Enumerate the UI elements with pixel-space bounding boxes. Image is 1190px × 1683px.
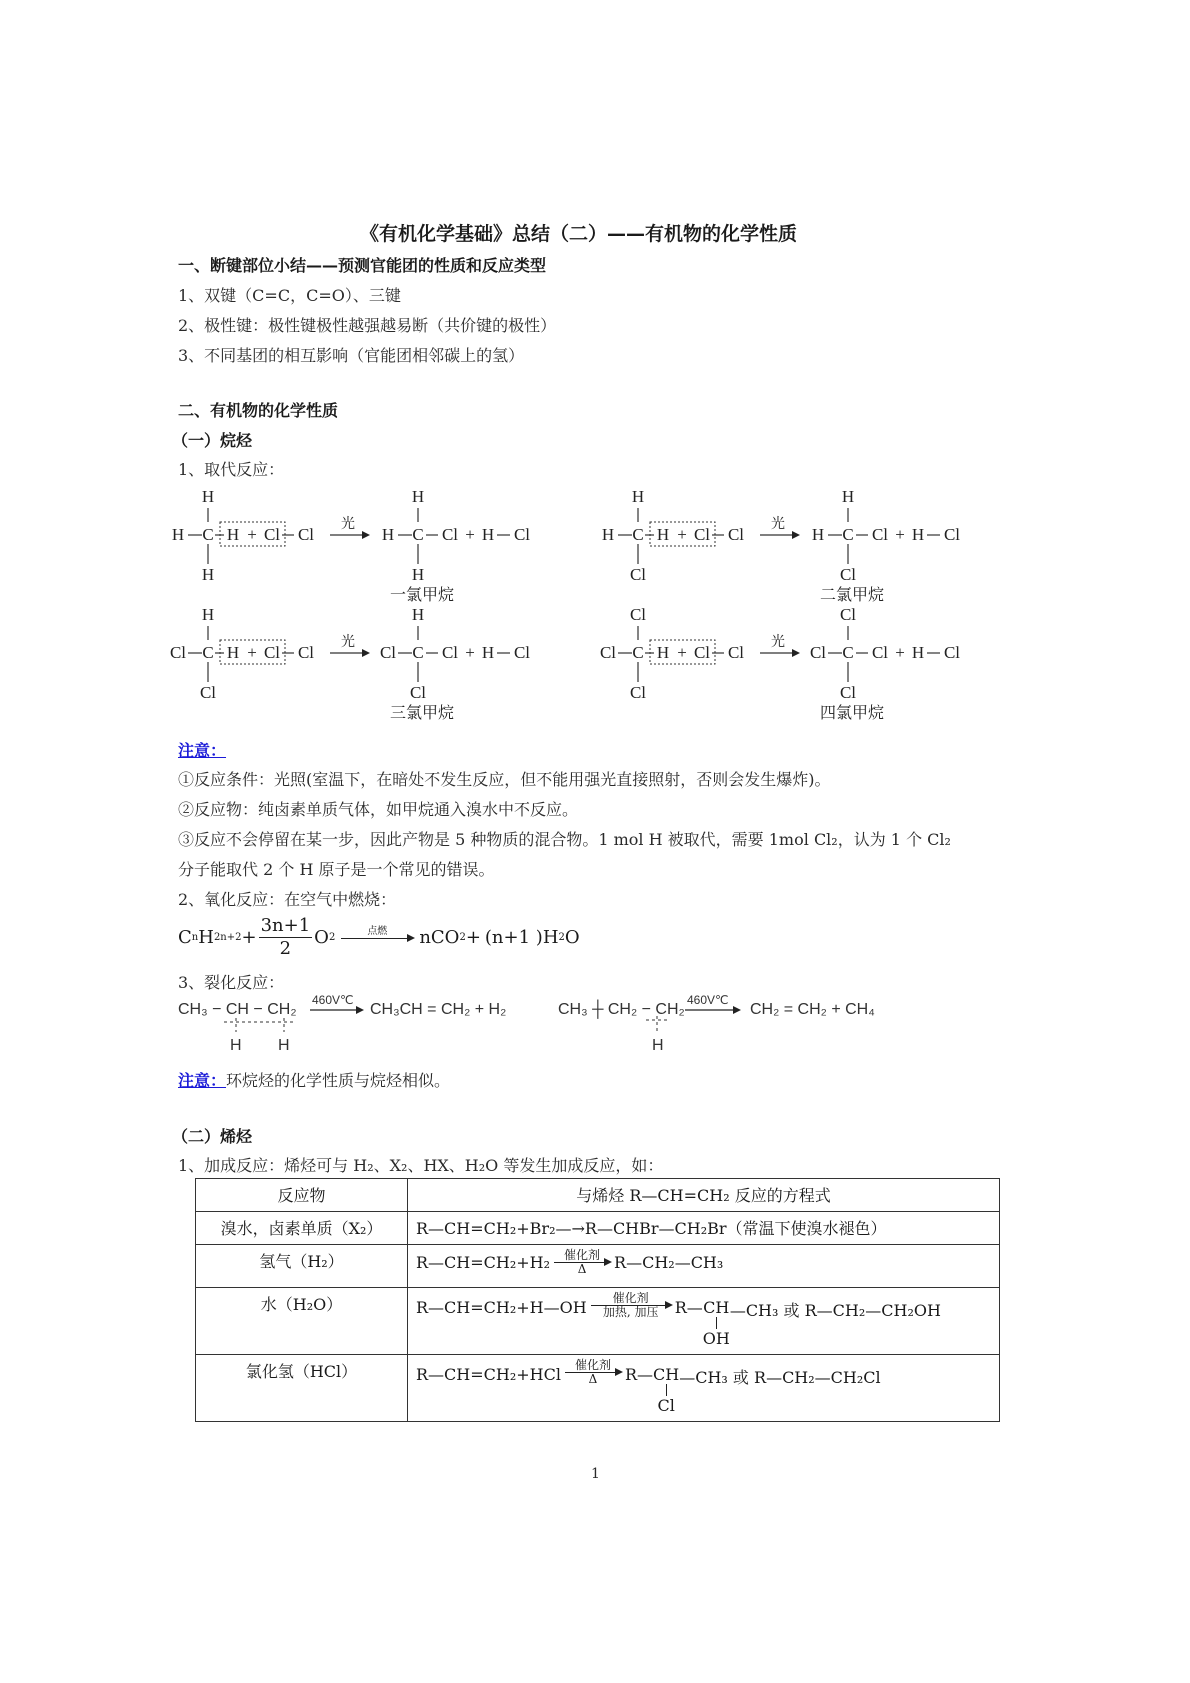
note-item: 分子能取代 2 个 H 原子是一个常见的错误。 [178,860,495,879]
column-header-reagent: 反应物 [196,1179,408,1212]
section-2-heading: 二、有机物的化学性质 [178,401,339,420]
chlorine-atom: Cl [871,525,889,544]
arrow-head-icon [792,649,800,657]
equation-rhs-tail: —CH₃ 或 R—CH₂—CH₂OH [729,1301,941,1320]
product-substituent-left: Cl [809,643,827,662]
plus-sign: + [677,643,687,662]
product-substituent-bottom: Cl [839,683,857,702]
chlorine-atom: Cl [297,525,315,544]
note-2-text: 环烷烃的化学性质与烷烃相似。 [226,1071,451,1090]
arrow-head-icon [362,649,370,657]
carbon-atom: C [412,643,424,662]
carbon-atom: CH [703,1298,730,1317]
section-1-item: 2、极性键：极性键极性越强越易断（共价键的极性） [178,316,557,335]
hydrogen-atom: H [481,643,495,662]
chlorine-atom: Cl [727,525,745,544]
equation-cell: R—CH=CH₂+Br₂—→R—CHBr—CH₂Br（常温下使溴水褪色） [408,1212,1000,1245]
product-h: H [542,927,559,948]
product-name: 四氯甲烷 [819,705,885,722]
reagent-cell: 氯化氢（HCl） [196,1355,408,1422]
arrow-head-icon [356,1006,364,1014]
hydrogen-label: H [652,1037,664,1054]
chlorine-atom: Cl [943,643,961,662]
arrow-condition: 460V℃ [312,993,354,1007]
reagent-cell: 水（H₂O） [196,1288,408,1355]
arrow-condition-top: 催化剂 [574,1358,611,1372]
table-row [196,1212,1000,1245]
subscript: n [191,932,199,943]
chlorine-atom: Cl [871,643,889,662]
substitution-reactions-diagram [160,480,1020,740]
chlorine-atom: Cl [263,643,281,662]
page-number: 1 [591,1466,600,1482]
substituent-left: Cl [599,643,617,662]
subscript: 2 [328,932,336,943]
substitution-label: 1、取代反应： [178,460,285,479]
hydrogen-label: H [278,1037,290,1054]
table-row [196,1288,1000,1355]
chlorine-atom: Cl [693,643,711,662]
arrow-condition-top: 催化剂 [612,1291,649,1305]
hydrogen-atom: H [656,525,670,544]
note-label: 注意： [178,741,227,760]
arrow-head-icon [733,1006,741,1014]
arrow-condition: 光 [341,635,355,650]
bond-line [666,1384,667,1396]
plus-sign: + [677,525,687,544]
denominator: 2 [279,938,292,959]
chlorine-atom: Cl [441,525,459,544]
substituent: OH [702,1329,730,1348]
subscript: 2 [459,932,466,943]
product-substituent-left: Cl [379,643,397,662]
plus-sign: + [247,643,257,662]
column-header-equation: 与烯烃 R—CH=CH₂ 反应的方程式 [408,1179,1000,1212]
reagent-cell: 溴水，卤素单质（X₂） [196,1212,408,1245]
arrow-condition: 光 [771,517,785,532]
product-substituent-top: H [841,487,855,506]
oxygen: O [314,927,329,948]
chlorine-atom: Cl [263,525,281,544]
product-co2: nCO [419,927,460,948]
fraction [259,915,313,960]
carbon-atom: C [202,525,214,544]
product-name: 二氯甲烷 [819,587,885,604]
plus-sign: + [465,643,475,662]
arrow-condition: 光 [341,517,355,532]
cracking-product: CH₂ = CH₂ + CH₄ [750,1001,875,1018]
bond-line [716,1317,717,1329]
alkene-heading: （二）烯烃 [172,1127,253,1146]
arrow-condition: 点燃 [367,925,388,937]
plus-sign: + [465,525,475,544]
hydrogen-atom: H [226,643,240,662]
substituent-bottom: Cl [629,565,647,584]
product-substituent-top: H [411,487,425,506]
arrow-head-icon [362,531,370,539]
oxidation-label: 2、氧化反应：在空气中燃烧： [178,890,397,909]
substituent-left: H [601,525,615,544]
reaction-arrow [591,1292,671,1319]
equation-lhs: R—CH=CH₂+HCl [416,1365,561,1384]
equation-lhs: R—CH=CH₂+H₂ [416,1253,551,1272]
coefficient: (n+1 ) [484,927,543,948]
equation-cell [408,1288,1000,1355]
carbon-atom: C [412,525,424,544]
substituent-bottom: H [201,565,215,584]
plus-sign: + [241,927,257,948]
carbon-atom: CH [653,1365,680,1384]
substituent-left: Cl [169,643,187,662]
product-substituent-bottom: Cl [409,683,427,702]
note-2 [178,1068,450,1091]
equation-rhs: R— [674,1298,703,1317]
addition-label: 1、加成反应：烯烃可与 H₂、X₂、HX、H₂O 等发生加成反应，如： [178,1156,664,1175]
carbon-atom: C [842,525,854,544]
reaction-arrow [341,925,413,951]
table-row [196,1245,1000,1288]
equation-rhs-tail: —CH₃ 或 R—CH₂—CH₂Cl [679,1368,881,1387]
plus-sign: + [895,643,905,662]
chlorine-atom: Cl [297,643,315,662]
note-item: ②反应物：纯卤素单质气体，如甲烷通入溴水中不反应。 [178,800,579,819]
chlorine-atom: Cl [441,643,459,662]
carbon-atom: C [632,643,644,662]
plus-sign: + [465,927,481,948]
product-substituent-top: Cl [839,605,857,624]
product-substituent-top: H [411,605,425,624]
cracking-reactions-diagram [160,990,1020,1060]
note-item: ①反应条件：光照(室温下，在暗处不发生反应，但不能用强光直接照射，否则会发生爆炸)。 [178,770,831,789]
plus-sign: + [247,525,257,544]
equation-rhs: R— [624,1365,654,1384]
product-name: 一氯甲烷 [389,587,455,604]
equation-cell [408,1355,1000,1422]
section-1-heading: 一、断键部位小结——预测官能团的性质和反应类型 [178,256,547,275]
equation-rhs: R—CH₂—CH₃ [614,1253,724,1272]
equation-cell [408,1245,1000,1288]
product-o: O [564,927,580,948]
branched-carbon [703,1298,730,1348]
arrow-condition: 光 [771,635,785,650]
arrow-condition-bottom: Δ [588,1372,598,1386]
hydrogen-atom: H [911,525,925,544]
substituent-left: H [171,525,185,544]
product-substituent-bottom: H [411,565,425,584]
hydrogen-atom: H [911,643,925,662]
branched-carbon [653,1365,679,1415]
product-substituent-bottom: Cl [839,565,857,584]
cracking-reactant: CH₃ − CH − CH₂ [178,1001,297,1018]
cracking-product: CH₃CH = CH₂ + H₂ [370,1001,507,1018]
hydrogen-atom: H [656,643,670,662]
cracking-reactant: CH₃ ┼ CH₂ − CH₂ [558,1001,685,1018]
product-substituent-left: H [381,525,395,544]
product-substituent-left: H [811,525,825,544]
reactant-c: C [178,927,192,948]
chlorine-atom: Cl [693,525,711,544]
arrow-condition-bottom: 加热, 加压 [602,1305,659,1319]
substituent-top: H [201,487,215,506]
chlorine-atom: Cl [727,643,745,662]
hydrogen-atom: H [226,525,240,544]
reagent-cell: 氢气（H₂） [196,1245,408,1288]
addition-reactions-table [195,1178,1000,1422]
chlorine-atom: Cl [513,643,531,662]
carbon-atom: C [632,525,644,544]
section-1-item: 3、不同基团的相互影响（官能团相邻碳上的氢） [178,346,525,365]
alkane-heading: （一）烷烃 [172,431,253,450]
plus-sign: + [895,525,905,544]
reaction-arrow [565,1359,621,1386]
subscript: 2 [558,932,565,943]
note-item: ③反应不会停留在某一步，因此产物是 5 种物质的混合物。1 mol H 被取代，需要 1mol Cl₂，认为 1 个 Cl₂ [178,830,951,849]
section-1-item: 1、双键（C=C，C=O）、三键 [178,286,401,305]
substituent-bottom: Cl [629,683,647,702]
carbon-atom: C [842,643,854,662]
equation-lhs: R—CH=CH₂+H—OH [416,1298,587,1317]
numerator: 3n+1 [260,915,311,936]
arrow-condition-top: 催化剂 [564,1248,601,1262]
chlorine-atom: Cl [943,525,961,544]
table-header-row [196,1179,1000,1212]
page-title: 《有机化学基础》总结（二）——有机物的化学性质 [360,223,798,245]
subscript: 2n+2 [213,932,242,943]
arrow-condition: 460V℃ [687,993,729,1007]
combustion-equation [178,915,580,960]
product-name: 三氯甲烷 [389,705,455,722]
carbon-atom: C [202,643,214,662]
substituent-top: Cl [629,605,647,624]
arrow-head-icon [792,531,800,539]
cracking-label: 3、裂化反应： [178,973,285,992]
substituent: Cl [657,1396,675,1415]
reactant-h: H [198,927,214,948]
arrow-condition-bottom: Δ [577,1262,587,1276]
substituent-top: H [201,605,215,624]
reaction-arrow [554,1249,610,1276]
note-2-label: 注意： [178,1071,227,1090]
substituent-top: H [631,487,645,506]
hydrogen-atom: H [481,525,495,544]
substituent-bottom: Cl [199,683,217,702]
hydrogen-label: H [230,1037,242,1054]
table-row [196,1355,1000,1422]
chlorine-atom: Cl [513,525,531,544]
